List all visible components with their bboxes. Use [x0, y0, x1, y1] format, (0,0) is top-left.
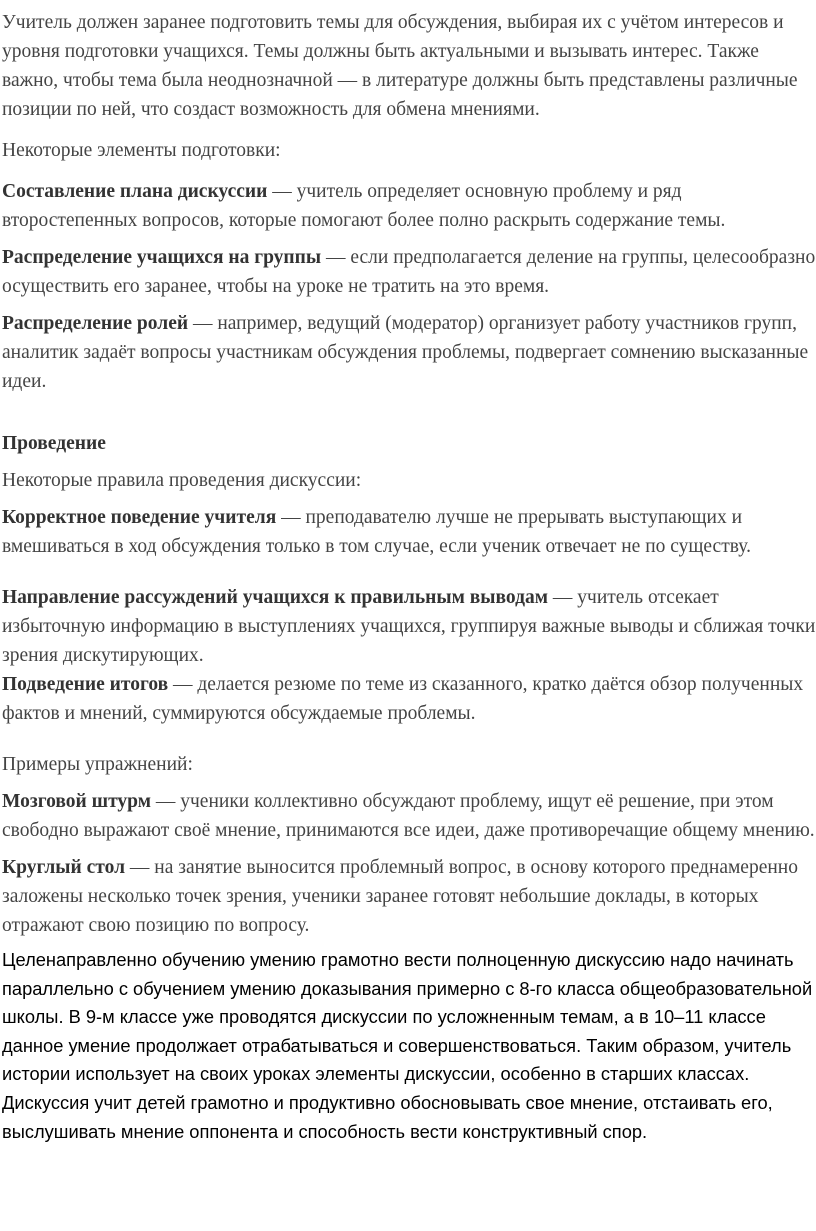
conduct-item-text: — делается резюме по теме из сказанного, кратко даётся обзор полученных фактов и мнений, суммируются обсуждаемые проблемы.: [2, 674, 804, 724]
conduct-lead: Некоторые правила проведения дискуссии:: [2, 470, 362, 491]
exercise-item-term: Мозговой штурм: [2, 791, 151, 812]
conduct-item-text: — преподавателю лучше не прерывать выступающих и вмешиваться в ход обсуждения только в том случае, если ученик отвечает не по существу.: [2, 507, 751, 557]
conduct-item-term: Корректное поведение учителя: [2, 507, 277, 528]
conduct-item-term: Направление рассуждений учащихся к правильным выводам: [2, 587, 549, 608]
conclusion-paragraph: Целенаправленно обучению умению грамотно вести полноценную дискуссию надо начинать параллельно с обучением умению доказывания примерно с 8-го класса общеобразовательной школы. В 9-м классе уже проводятся дискуссии по усложненным темам, а в 10–11 классе данное умение продолжает отрабатываться и совершенствоваться. Таким образом, учитель истории использует на своих уроках элементы дискуссии, особенно в старших классах. Дискуссия учит детей грамотно и продуктивно обосновывать свое мнение, отстаивать его, выслушивать мнение оппонента и способность вести конструктивный спор.: [2, 949, 813, 1142]
prep-item-plan: [2, 177, 816, 235]
prep-item-term: Составление плана дискуссии: [2, 181, 268, 202]
exercise-item-term: Круглый стол: [2, 857, 126, 878]
conduct-item-text: — учитель отсекает избыточную информацию в выступлениях учащихся, группируя важные выводы и сближая точки зрения дискутирующих.: [2, 587, 816, 666]
prep-item-text: — если предполагается деление на группы, целесообразно осуществить его заранее, чтобы на уроке не тратить на это время.: [2, 247, 816, 297]
exercise-item-brainstorm: [2, 787, 816, 845]
prep-item-term: Распределение ролей: [2, 313, 189, 334]
prep-item-text: — учитель определяет основную проблему и ряд второстепенных вопросов, которые помогают более полно раскрыть содержание темы.: [2, 181, 726, 231]
exercise-item-text: — на занятие выносится проблемный вопрос, в основу которого преднамеренно заложены несколько точек зрения, ученики заранее готовят небольшие доклады, в которых отражают свою позицию по вопросу.: [2, 857, 798, 936]
conduct-item-behavior: [2, 503, 816, 561]
conduct-item-direction: [2, 583, 816, 670]
prep-item-text: — например, ведущий (модератор) организует работу участников групп, аналитик задаёт вопросы участникам обсуждения проблемы, подвергает сомнению высказанные идеи.: [2, 313, 809, 392]
exercises-lead: Примеры упражнений:: [2, 754, 193, 775]
prep-item-groups: [2, 243, 816, 301]
preparation-lead: Некоторые элементы подготовки:: [2, 140, 281, 161]
conduct-item-term: Подведение итогов: [2, 674, 169, 695]
exercise-item-round-table: [2, 853, 816, 940]
conduct-item-summary: [2, 670, 816, 728]
section-heading-conduct: Проведение: [2, 433, 106, 454]
prep-item-term: Распределение учащихся на группы: [2, 247, 322, 268]
intro-paragraph: Учитель должен заранее подготовить темы для обсуждения, выбирая их с учётом интересов и уровня подготовки учащихся. Темы должны быть актуальными и вызывать интерес. Также важно, чтобы тема была неоднозначной — в литературе должны быть представлены различные позиции по ней, что создаст возможность для обмена мнениями.: [2, 12, 798, 120]
exercise-item-text: — ученики коллективно обсуждают проблему, ищут её решение, при этом свободно выражают своё мнение, принимаются все идеи, даже противоречащие общему мнению.: [2, 791, 815, 841]
prep-item-roles: [2, 309, 816, 396]
